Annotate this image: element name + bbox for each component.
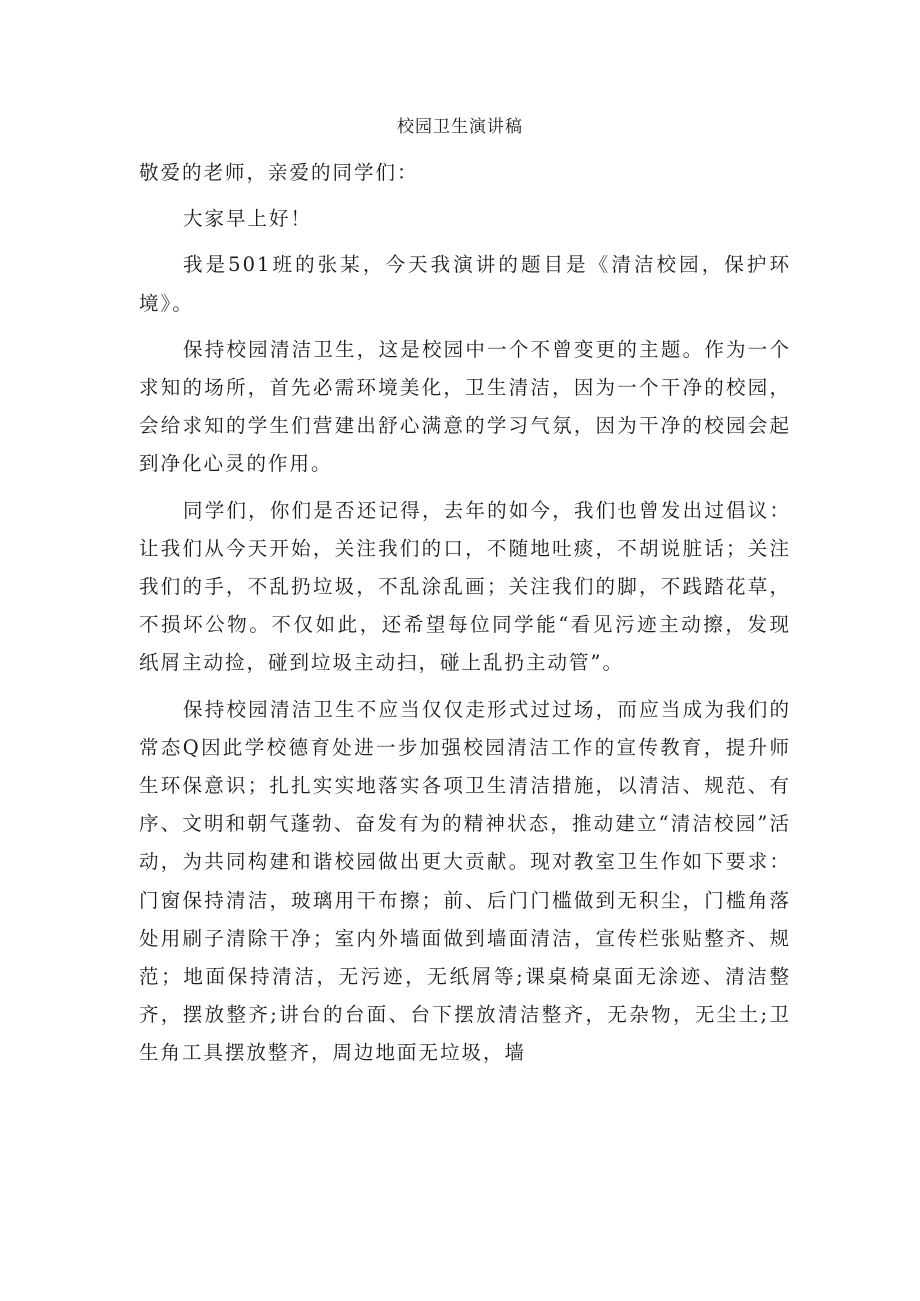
paragraph-requirements: 保持校园清洁卫生不应当仅仅走形式过过场，而应当成为我们的常态Q因此学校德育处进一步加强校园清洁工作的宣传教育，提升师生环保意识；扎扎实实地落实各项卫生清洁措施，以清洁、规范、有序、文明和朝气蓬勃、奋发有为的精神状态，推动建立“清洁校园”活动，为共同构建和谐校园做出更大贡献。现对教室卫生作如下要求：门窗保持清洁，玻璃用干布擦；前、后门门槛做到无积尘，门槛角落处用刷子清除干净；室内外墙面做到墙面清洁，宣传栏张贴整齐、规范；地面保持清洁，无污迹，无纸屑等;课桌椅桌面无涂迹、清洁整齐，摆放整齐;讲台的台面、台下摆放清洁整齐，无杂物，无尘土;卫生角工具摆放整齐，周边地面无垃圾，墙 xyxy=(139,697,791,1065)
paragraph-greeting: 大家早上好！ xyxy=(183,207,313,231)
document-title: 校园卫生演讲稿 xyxy=(397,117,523,137)
paragraph-initiative: 同学们，你们是否还记得，去年的如今，我们也曾发出过倡议：让我们从今天开始，关注我们的口，不随地吐痰，不胡说脏话；关注我们的手，不乱扔垃圾，不乱涂乱画；关注我们的脚，不践踏花草，不损坏公物。不仅如此，还希望每位同学能“看见污迹主动擦，发现纸屑主动捡，碰到垃圾主动扫，碰上乱扔主动管”。 xyxy=(139,498,791,675)
paragraph-introduction: 我是501班的张某，今天我演讲的题目是《清洁校园，保护环境》。 xyxy=(139,253,791,315)
document-body xyxy=(139,154,791,1073)
salutation: 敬爱的老师，亲爱的同学们： xyxy=(139,161,419,184)
paragraph-theme: 保持校园清洁卫生，这是校园中一个不曾变更的主题。作为一个求知的场所，首先必需环境美化，卫生清洁，因为一个干净的校园，会给求知的学生们营建出舒心满意的学习气氛，因为干净的校园会起到净化心灵的作用。 xyxy=(139,337,791,476)
